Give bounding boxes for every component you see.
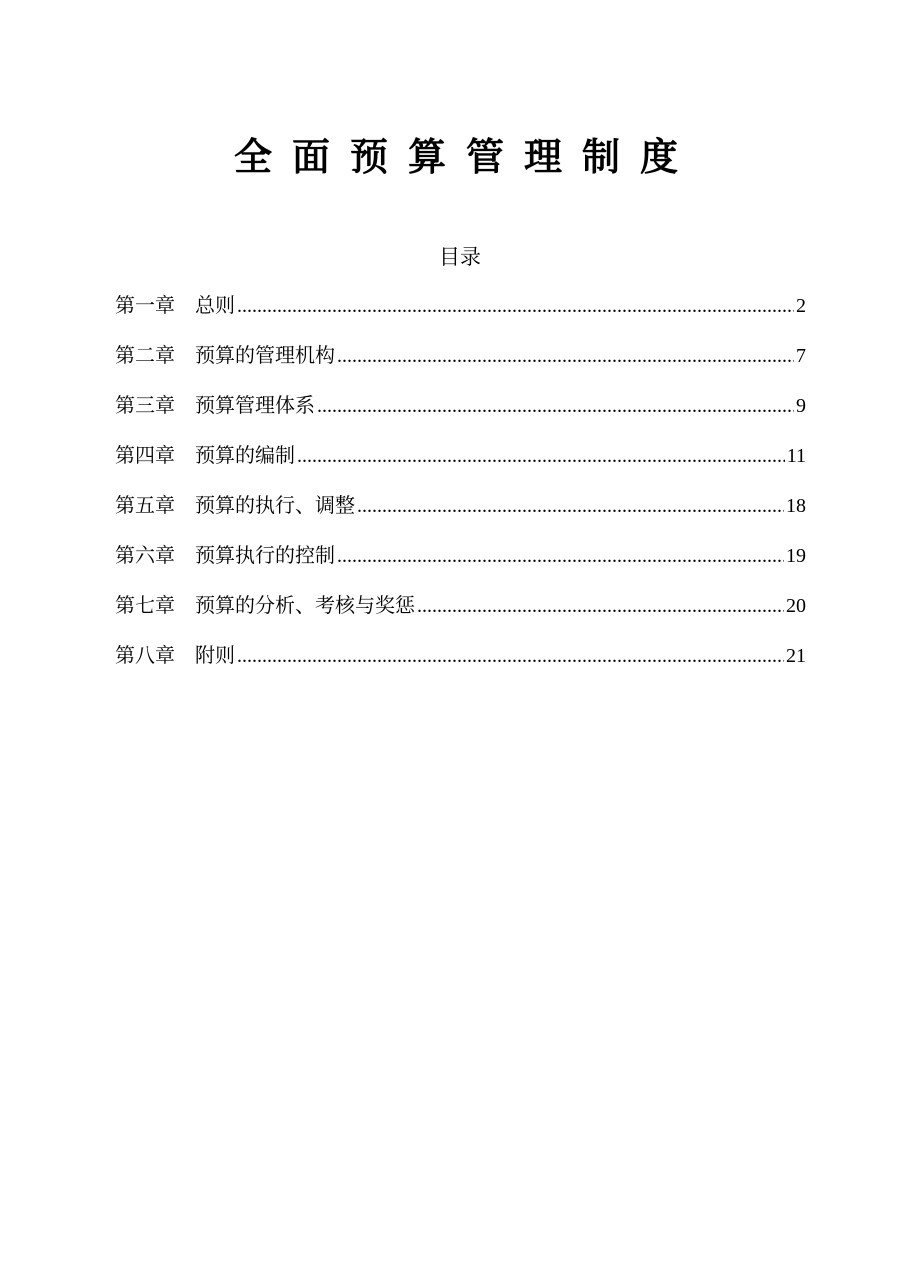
toc-chapter-number: 第六章 — [115, 543, 175, 567]
toc-page-number: 20 — [786, 595, 806, 617]
toc-chapter-title: 总则 — [195, 293, 235, 317]
toc-dot-leader — [297, 441, 785, 471]
toc-dot-leader — [317, 391, 794, 421]
toc-page-number: 11 — [786, 445, 806, 467]
toc-page-number: 21 — [786, 645, 806, 667]
toc-entry-1[interactable] — [115, 290, 806, 340]
toc-dot-leader — [337, 341, 794, 371]
toc-dot-leader — [357, 491, 784, 521]
toc-dot-leader — [337, 541, 784, 571]
toc-entry-4[interactable] — [115, 440, 806, 490]
toc-page-number: 7 — [796, 345, 806, 367]
toc-dot-leader — [417, 591, 784, 621]
toc-chapter-number: 第四章 — [115, 443, 175, 467]
toc-chapter-title: 附则 — [195, 643, 235, 667]
toc-page-number: 18 — [786, 495, 806, 517]
table-of-contents — [115, 290, 806, 690]
toc-entry-3[interactable] — [115, 390, 806, 440]
toc-chapter-number: 第八章 — [115, 643, 175, 667]
toc-page-number: 9 — [796, 395, 806, 417]
toc-entry-5[interactable] — [115, 490, 806, 540]
toc-entry-7[interactable] — [115, 590, 806, 640]
toc-chapter-title: 预算的管理机构 — [195, 343, 335, 367]
toc-chapter-title: 预算管理体系 — [195, 393, 315, 417]
toc-chapter-number: 第二章 — [115, 343, 175, 367]
toc-chapter-number: 第一章 — [115, 293, 175, 317]
toc-dot-leader — [237, 291, 794, 321]
toc-dot-leader — [237, 641, 784, 671]
toc-entry-2[interactable] — [115, 340, 806, 390]
toc-page-number: 19 — [786, 545, 806, 567]
toc-chapter-title: 预算执行的控制 — [195, 543, 335, 567]
toc-entry-6[interactable] — [115, 540, 806, 590]
toc-heading: 目录 — [439, 245, 481, 269]
toc-entry-8[interactable] — [115, 640, 806, 690]
toc-chapter-number: 第七章 — [115, 593, 175, 617]
toc-chapter-title: 预算的执行、调整 — [195, 493, 355, 517]
document-title: 全面预算管理制度 — [233, 135, 698, 179]
toc-chapter-title: 预算的分析、考核与奖惩 — [195, 593, 415, 617]
toc-chapter-number: 第五章 — [115, 493, 175, 517]
toc-page-number: 2 — [796, 295, 806, 317]
toc-chapter-title: 预算的编制 — [195, 443, 295, 467]
toc-chapter-number: 第三章 — [115, 393, 175, 417]
